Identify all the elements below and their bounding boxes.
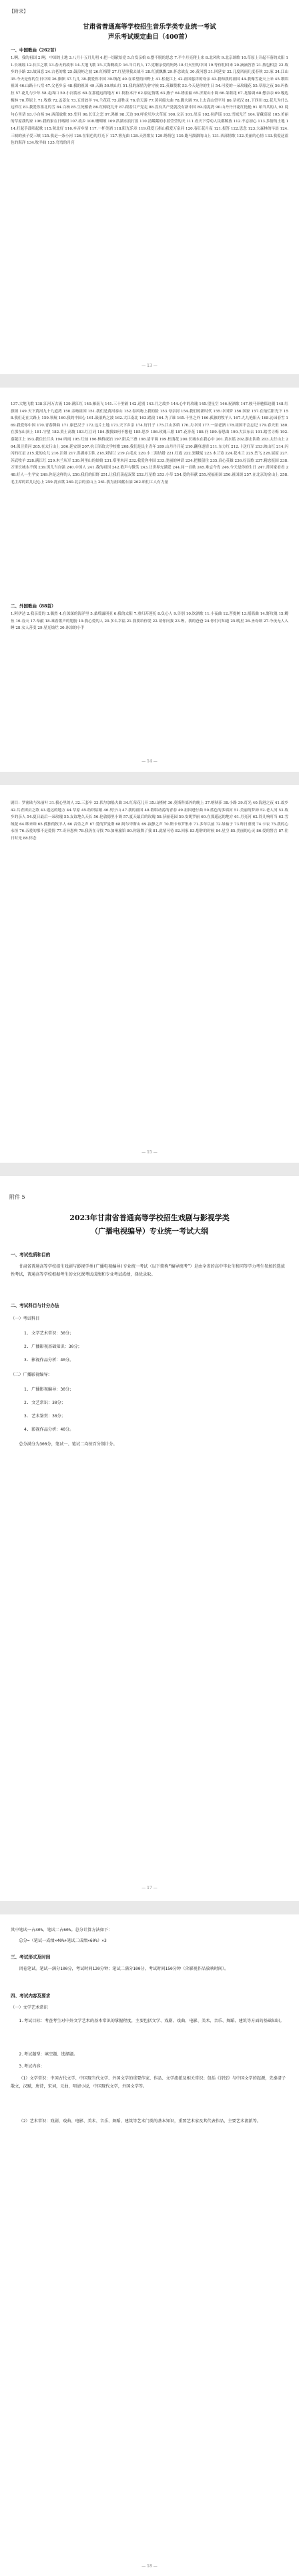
section-heading: 二、考试科目与计分办法 (11, 1303, 59, 1308)
body-text: 1.啊，我的祖国 2.啊，中国的土地 3.八月十五月儿明 4.把一切献给党 5.白发亲娘 6.摆不脱的思念 7.半个月亮爬上来 8.北风吹 9.北京颂歌 10.草原上升起不落的太阳 11.长城谣 12.长江之歌 13.春天的故事 14.大地飞歌 15.大海啊故乡 16.当兵的人 17.党啊亲爱的妈妈 18.灯火里的中国 19.等你们回来 20.滴滴答答 21.敖包相会 22.故乡的小路 23.故园恋 24.古老的歌 25.鼓浪屿之波 26.红梅赞 27.红星照我去战斗 28.红旗飘飘 29.怀念战友 30.黄河怨 31.回延安 32.几度风雨几度春秋 33.家 34.江山 35.今天是你的生日中国 36.旗帜 37.九儿 38.我爱你中国 39.绒花 40.在希望的田野上 41.松花江上 42.祖国慈祥的母亲 43.我和我的祖国 44.我像雪花天上来 45.歌唱祖国 46.山路十八弯 47.父老乡亲 48.我的祖国 49.天路 50.映山红 51.我的深情为你守候 52.英雄赞歌 53.今天是你的生日 54.可爱的一朵玫瑰花 55.草原之夜 56.玛依拉 57.花儿与少年 58.走西口 59.小河淌水 60.在那遥远的地方 61.阿拉木汗 62.康定情歌 63.燕子 64.绣金匾 65.沂蒙山小调 66.茉莉花 67.龙船调 68.想亲亲 69.嘎达梅林 70.草原上 71.牧歌 72.孟姜女 73.五哥放羊 74.兰花花 75.赶牲灵 76.信天游 77.黄河船夫曲 78.脚夫调 79.上去高山望平川 80.尕老汉 81.下四川 82.花儿为什么这样红 83.我爱你塞北的雪 84.白杨 85.生死相依 86.红梅花儿开 87.跟着共产党走 88.没有共产党就没有新中国 89.南泥湾 90.山丹丹开花红艳艳 91.咱当兵的人 92.说句心里话 93.小白杨 94.西部放歌 95.望月 96.长江之恋 97.鸿雁 98.天边 99.呼伦贝尔大草原 100.父亲 101.母亲 102.拉萨谣 103.雪域光芒 104.青藏高原 105.美丽的草原我的家 106.我的家在日喀则 107.故乡 108.珊瑚颂 109.洪湖水浪打浪 110.清粼粼的水蓝莹莹的天 111.看天下劳动人民都解放 112.不忘初心 113.多情的土地 114.打起手鼓唱起歌 115.陕北好 116.乡音乡情 117.一杯美酒 118.阳光乐章 119.我爱五指山我爱万泉河 120.春江花月夜 121.报答 122.思念 123.大森林的早晨 124.三峡的孩子爱三峡 125.我是一条小河 126.在银色的月光下 127.渔光曲 128.天涯歌女 129.绣荷包 130.跑马溜溜的山上 131.西部情歌 132.美丽的心情 133.我爱这蓝色的海洋 134.牧羊曲 135.弯弯的月亮 (11, 56, 288, 146)
document-page-4 (0, 1176, 299, 1901)
subsection-heading: （二）广播影视编导： (11, 1373, 52, 1377)
section-heading: 三、考试形式及时间 (11, 1955, 51, 1960)
page-gap (0, 1163, 299, 1176)
body-text: 2.考试题型：填空题、选择题。 (19, 2052, 78, 2057)
formula-text: 总分=（笔试一成绩×40%+笔试二成绩×60%）×3 (19, 1939, 107, 1943)
list-item: 2. 文艺常识：30分； (24, 1401, 65, 1405)
page-title: 甘肃省普通高等学校招生音乐学类专业统一考试 (83, 23, 216, 31)
page-gap (0, 1901, 299, 1914)
page-subtitle: 声乐考试规定曲目（400首） (107, 33, 192, 41)
body-text: 3.考试内容： (19, 2064, 45, 2069)
list-item: 3. 艺术鉴赏：30分； (24, 1414, 65, 1419)
subsection-heading: （一）文学艺术常识 (11, 2005, 48, 2010)
list-item: 1. 文学艺术常识：30分； (24, 1331, 74, 1336)
body-text: 1.阿伊达 2.我亲爱的 3.偶然 4.在深深的海洋里 5.桑塔露琪亚 6.我的太阳 7.重归苏莲托 8.负心人 9.告别 10.饮酒歌 11.小夜曲 12.菩提树 13.摇篮曲 14.野玫瑰 15.鳟鱼 16.春天 17.奉献 18.乘着歌声的翅膀 19.我心爱的人 20.多么幸福 21.我要给你爱 22.请你问我 23.喔，我的爸爸 24.你们可知道 25.晚星 26.圣母颂 27.今夜无人入睡 28.女人善变 29.星光灿烂 30.冰凉的小手 (11, 612, 288, 631)
document-page-2 (0, 388, 299, 772)
list-item: 4. 影视作品分析：40分。 (24, 1427, 74, 1432)
body-text: 总分满分为300分，笔试一、笔试二均按百分制计分。 (19, 1442, 117, 1447)
page-number: — 14 — (141, 759, 158, 764)
body-text: 其中笔试一占40%、笔试二占60%。总分计算方法如下： (11, 1928, 113, 1933)
page-gap (0, 772, 299, 785)
appendix-tag: 【附录】 (9, 9, 28, 14)
document-page-1 (0, 0, 299, 374)
section-heading: 二、外国歌曲（88首） (11, 603, 56, 609)
body-text: （1）文学常识：中国古代文学、中国现当代文学、外国文学的重要作家、作品、文学流派及相关常识；包括《诗经》与中国文学的起源，先秦诸子散文，汉赋，唐诗，宋词，元曲，明清小说，中国现代文学，外国文学等。 (11, 2076, 286, 2089)
body-text: 1.考试目标：考查考生对中外文学艺术的基本常识的掌握程度，主要包括文学、戏剧、戏曲、电影、美术、音乐、舞蹈、建筑等方面的基础知识。 (19, 2019, 284, 2023)
list-item: 1. 广播影视编导：30分； (24, 1387, 74, 1392)
list-item: 3. 影视作品分析：40分。 (24, 1358, 74, 1363)
subsection-heading: （一）考试科目 (11, 1316, 40, 1321)
body-text: 闭卷笔试。笔试一满分100分，考试时间120分钟；笔试二满分100分，考试时间150分钟（含影视作品放映时间）。 (19, 1967, 229, 1971)
page-number: — 18 — (141, 2564, 158, 2569)
page-subtitle: （广播电视编导）专业统一考试大纲 (91, 1227, 208, 1236)
body-text: 甘肃省普通高等学校招生戏剧与影视学类(广播电视编导)专业统一考试（以下简称“编导统考”）是由全省的高中毕业生和同等学力考生参加的选拔性考试，普通高等学校根据考生的文化课考试成绩和专业考试成绩，择优录取。 (11, 1264, 285, 1277)
document-page-5 (0, 1914, 299, 2576)
body-text: （2）艺术常识：戏剧、戏曲、电影、美术、音乐、舞蹈、建筑等艺术门类的基本知识，重要艺术家及其代表作品，主要艺术流派等。 (19, 2119, 261, 2124)
page-number: — 13 — (141, 364, 158, 368)
document-page-3 (0, 785, 299, 1163)
list-item: 2. 广播影视基础知识：30分； (24, 1344, 82, 1349)
page-number: — 17 — (141, 1886, 158, 1890)
attachment-tag: 附件 5 (9, 1194, 25, 1200)
page-number: — 15 — (141, 1150, 158, 1155)
section-heading: 四、考试内容及要求 (11, 1993, 51, 1999)
section-heading: 一、中国歌曲（262首） (11, 47, 59, 53)
page-title: 2023年甘肃省普通高等学校招生戏剧与影视学类 (69, 1213, 230, 1222)
body-text: 137.大地飞歌 138.江河万古流 139.满江红 140.雁南飞 141.三十里铺 142.送别 143.月之故乡 144.心中的玫瑰 145.望星空 146.祝酒歌 147.骏马奔驰保边疆 148.红旗颂 149.天下黄河九十九道湾 150.亲吻祖国 151.我们是黄河泰山 152.春风吻上我的脸 153.母亲河 154.我们的新时代 155.中国梦 156.国家 157.在灿烂阳光下 158.我们走在大路上 159.领航 160.我的中国心 161.鼓浪屿之波 162.大江南北 163.踏浪 164.为了谁 165.千里之外 166.孤独的牧羊人 167.九九艳阳天 168.沁园春雪 169.我爱你中国 170.青春舞曲 171.康巴汉子 172.这片土地 173.天下乡亲 174.好日子 175.江山多娇 176.大中国 177.一壶老酒 178.祖国不会忘记 179.春天里 180.在那东山顶上 181.守望 182.黄土高坡 183.红豆词 184.教我如何不想他 185.思乡 186.玫瑰三愿 187.花非花 188.问 189.春思曲 190.大江东去 191.踏雪寻梅 192.嘉陵江上 193.我住长江头 194.听雨 195.红烛 196.枫桥夜泊 197.阳关三叠 198.清平调 199.杜鹃花 200.长城永在我心中 201.黄水谣 202.游击队歌 203.太行山上 204.保卫黄河 205.在太行山上 206.延安颂 207.抗日军政大学校歌 208.我们是民主青年 209.山丹丹开花 210.翻身道情 211.东方红 212.十送红军 213.映山红 214.闪闪的红星 215.党的女儿 216.江姐 217.洪湖赤卫队 218.刘胡兰 219.白毛女 220.小二黑结婚 221.红霞 222.窦娥冤 223.木兰诗 224.花木兰 225.岳飞 226.屈原 227.苏武牧羊 228.满江红 229.木兰从军 230.阿里山的姑娘 231.塔里木河 232.我爱你中国 233.美丽的神话 234.把根留住 235.真心英雄 236.好汉歌 237.精忠报国 238.万里长城永不倒 239.男儿当自强 240.中国人 241.我的祖国 242.歌声与微笑 243.让世界充满爱 244.同一首歌 245.难忘今宵 246.今天是你的生日 247.常回家看看 248.好人一生平安 249.你是这样的人 250.我们的田野 251.让我们荡起双桨 252.红星歌 253.小草 254.爱的奉献 255.祝福祖国 256.祖国颂 257.在北京的金山上 258.毛主席的话儿记心上 259.洗衣歌 260.北京的金山上 261.我为祖国献石油 262.咱们工人有力量 (11, 402, 288, 484)
section-heading: 一、考试性质和目的 (11, 1252, 51, 1258)
body-text: 剧目：罗密欧与朱丽叶 31.我心里的人 32.三套车 33.伏尔加船夫曲 34.红莓花儿开 35.山楂树 36.莫斯科郊外的晚上 37.喀秋莎 38.小路 39.灯光 40.海港之夜 41.故乡 42.共青团员之歌 43.遥远的地方 44.草原 45.纺织姑娘 46.列宁山 47.我的祖国 48.歌唱动荡的青春 49.祖国进行曲 50.蓝色的多瑙河 51.美丽的梦神 52.老人河 53.故乡的亲人 54.夏日最后一朵玫瑰 55.友谊地久天长 56.伦敦德里小调 57.夏天最后的玫瑰 58.莎丽花园 59.安妮罗丽 60.在那遥远的地方 61.月亮河 62.铃儿响叮当 63.雪绒花 64.哆来咪 65.孤独的牧羊人 66.音乐之声 67.爱的罗曼斯 68.阿尔卑斯山 69.寂静之声 70.斯卡布罗集市 71.多年以前 72.绿袖子 73.昨日重现 74.卡农 75.我的心永恒 76.亲爱的那不是爱情 77.奇异恩典 78.我仍在寻找 79.加州旅馆 80.你鼓舞了我 81.此情可待 82.回家 83.想你的时候 84.星空 85.美丽的心灵 86.爱的誓言 87.往日时光 88.怀念 (11, 801, 288, 841)
page-gap (0, 374, 299, 388)
